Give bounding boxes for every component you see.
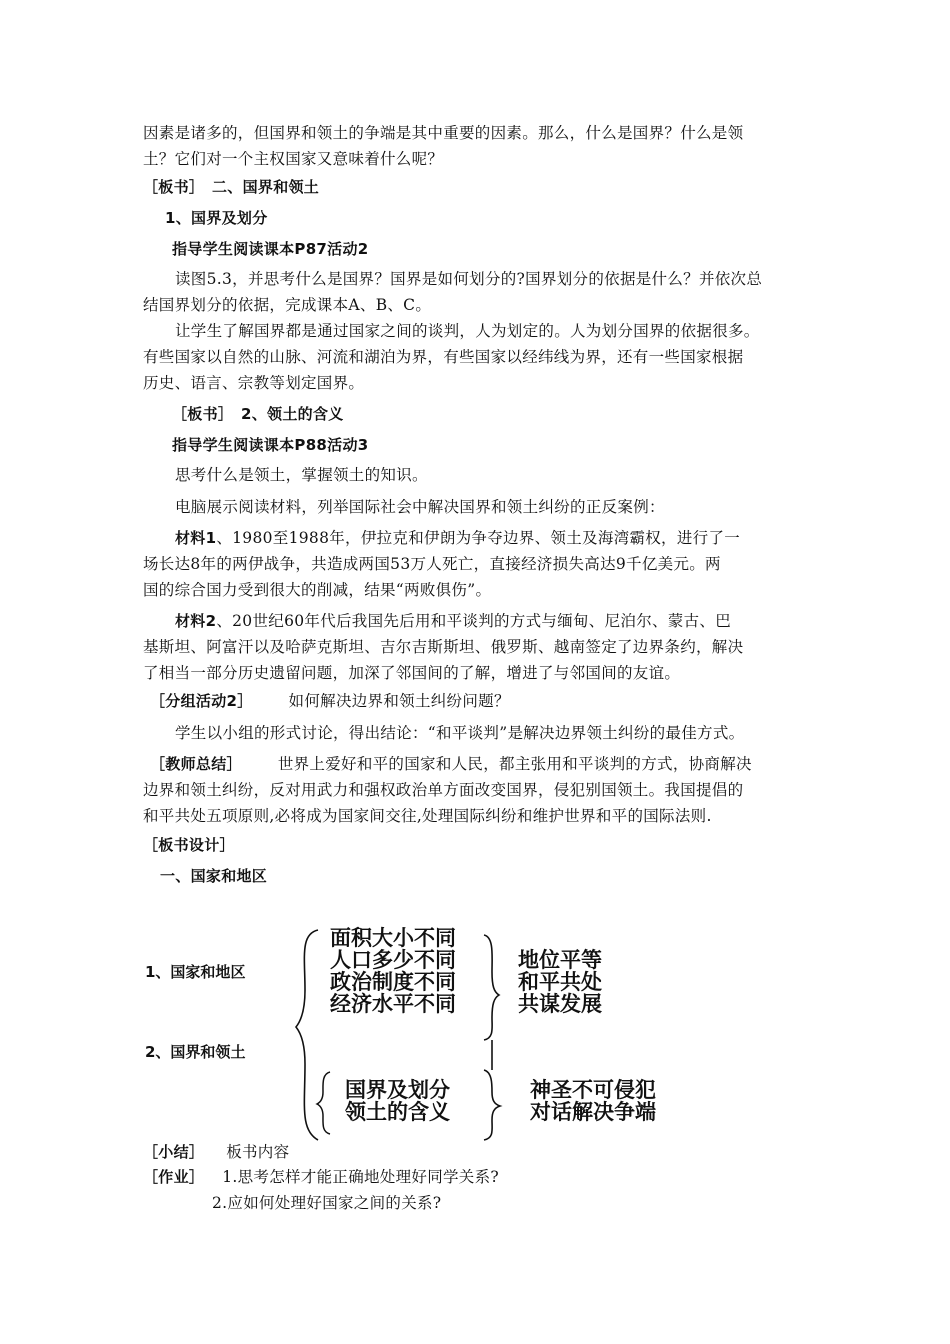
paragraph-line: 和平共处五项原则,必将成为国家间交往,处理国际纠纷和维护世界和平的国际法则. [143,807,712,825]
paragraph-line: 基斯坦、阿富汗以及哈萨克斯坦、吉尔吉斯斯坦、俄罗斯、越南签定了边界条约，解决 [143,638,744,656]
paragraph-line: 历史、语言、宗教等划定国界。 [143,374,365,392]
board-item: 人口多少不同 [330,948,456,972]
paragraph-line: 读图5.3，并思考什么是国界？国界是如何划分的?国界划分的依据是什么？并依次总 [175,270,763,288]
board-item: 国界及划分 [345,1078,450,1102]
material-2-label: 材料2 [175,612,217,630]
board-item: 经济水平不同 [330,992,456,1016]
group-activity-label: ［分组活动2］ [150,692,253,710]
paragraph-line: 让学生了解国界都是通过国家之间的谈判，人为划定的。人为划分国界的依据很多。 [175,322,760,340]
board-item: 领土的含义 [345,1100,450,1124]
homework-line: ［作业］ 1.思考怎样才能正确地处理好同学关系? [143,1168,500,1186]
guide-heading: 指导学生阅读课本P88活动3 [172,436,369,454]
bottom-right-brace [484,1070,500,1140]
paragraph-line: 学生以小组的形式讨论，得出结论：“和平谈判”是解决边界领土纠纷的最佳方式。 [175,724,745,742]
board-item: 地位平等 [518,948,602,972]
board-item: 政治制度不同 [330,970,456,994]
paragraph-line: 了相当一部分历史遗留问题，加深了邻国间的了解，增进了与邻国间的友谊。 [143,664,681,682]
board-heading: ［板书］ 二、国界和领土 [143,178,320,196]
paragraph-line: 思考什么是领土，掌握领土的知识。 [175,466,428,484]
board-design-heading: ［板书设计］ [143,836,235,854]
paragraph-line: 有些国家以自然的山脉、河流和湖泊为界，有些国家以经纬线为界，还有一些国家根据 [143,348,744,366]
material-1-label: 材料1 [175,529,217,547]
board-item: 神圣不可侵犯 [530,1078,656,1102]
board-item: 对话解决争端 [530,1100,656,1124]
teacher-summary-line: ［教师总结］ 世界上爱好和平的国家和人民，都主张用和平谈判的方式，协商解决 [150,755,752,773]
summary-label: ［小结］ [143,1143,205,1161]
board-item: 共谋发展 [518,992,602,1016]
board-section-2: 2、国界和领土 [145,1043,246,1061]
board-design-subheading: 一、国家和地区 [160,867,268,885]
paragraph-line: 土？它们对一个主权国家又意味着什么呢？ [143,150,444,168]
paragraph-line: 电脑展示阅读材料，列举国际社会中解决国界和领土纠纷的正反案例： [175,498,665,516]
paragraph-line: 边界和领土纠纷，反对用武力和强权政治单方面改变国界，侵犯别国领土。我国提倡的 [143,781,744,799]
board-heading: ［板书］ 2、领土的含义 [172,405,344,423]
homework-label: ［作业］ [143,1168,205,1186]
summary-line: ［小结］ 板书内容 [143,1143,290,1161]
group-activity-line: ［分组活动2］ 如何解决边界和领土纠纷问题？ [150,692,510,710]
guide-heading: 指导学生阅读课本P87活动2 [172,240,369,258]
paragraph-line: 场长达8年的两伊战争，共造成两国53万人死亡，直接经济损失高达9千亿美元。两 [143,555,721,573]
board-item: 面积大小不同 [330,926,456,950]
teacher-summary-label: ［教师总结］ [150,755,242,773]
homework-item: 2.应如何处理好国家之间的关系? [212,1194,442,1212]
paragraph-line: 国的综合国力受到很大的削减，结果“两败俱伤”。 [143,581,492,599]
material-2-line: 材料2、20世纪60年代后我国先后用和平谈判的方式与缅甸、尼泊尔、蒙古、巴 [175,612,731,630]
left-brace [296,930,318,1140]
board-item: 和平共处 [518,970,602,994]
paragraph-line: 结国界划分的依据，完成课本A、B、C。 [143,296,432,314]
board-section-1: 1、国家和地区 [145,963,246,981]
top-right-brace [484,935,499,1040]
paragraph-line: 因素是诸多的，但国界和领土的争端是其中重要的因素。那么，什么是国界？什么是领 [143,124,744,142]
inner-left-brace [317,1072,330,1134]
material-1-line: 材料1、1980至1988年，伊拉克和伊朗为争夺边界、领土及海湾霸权，进行了一 [175,529,741,547]
subheading: 1、国界及划分 [165,209,268,227]
